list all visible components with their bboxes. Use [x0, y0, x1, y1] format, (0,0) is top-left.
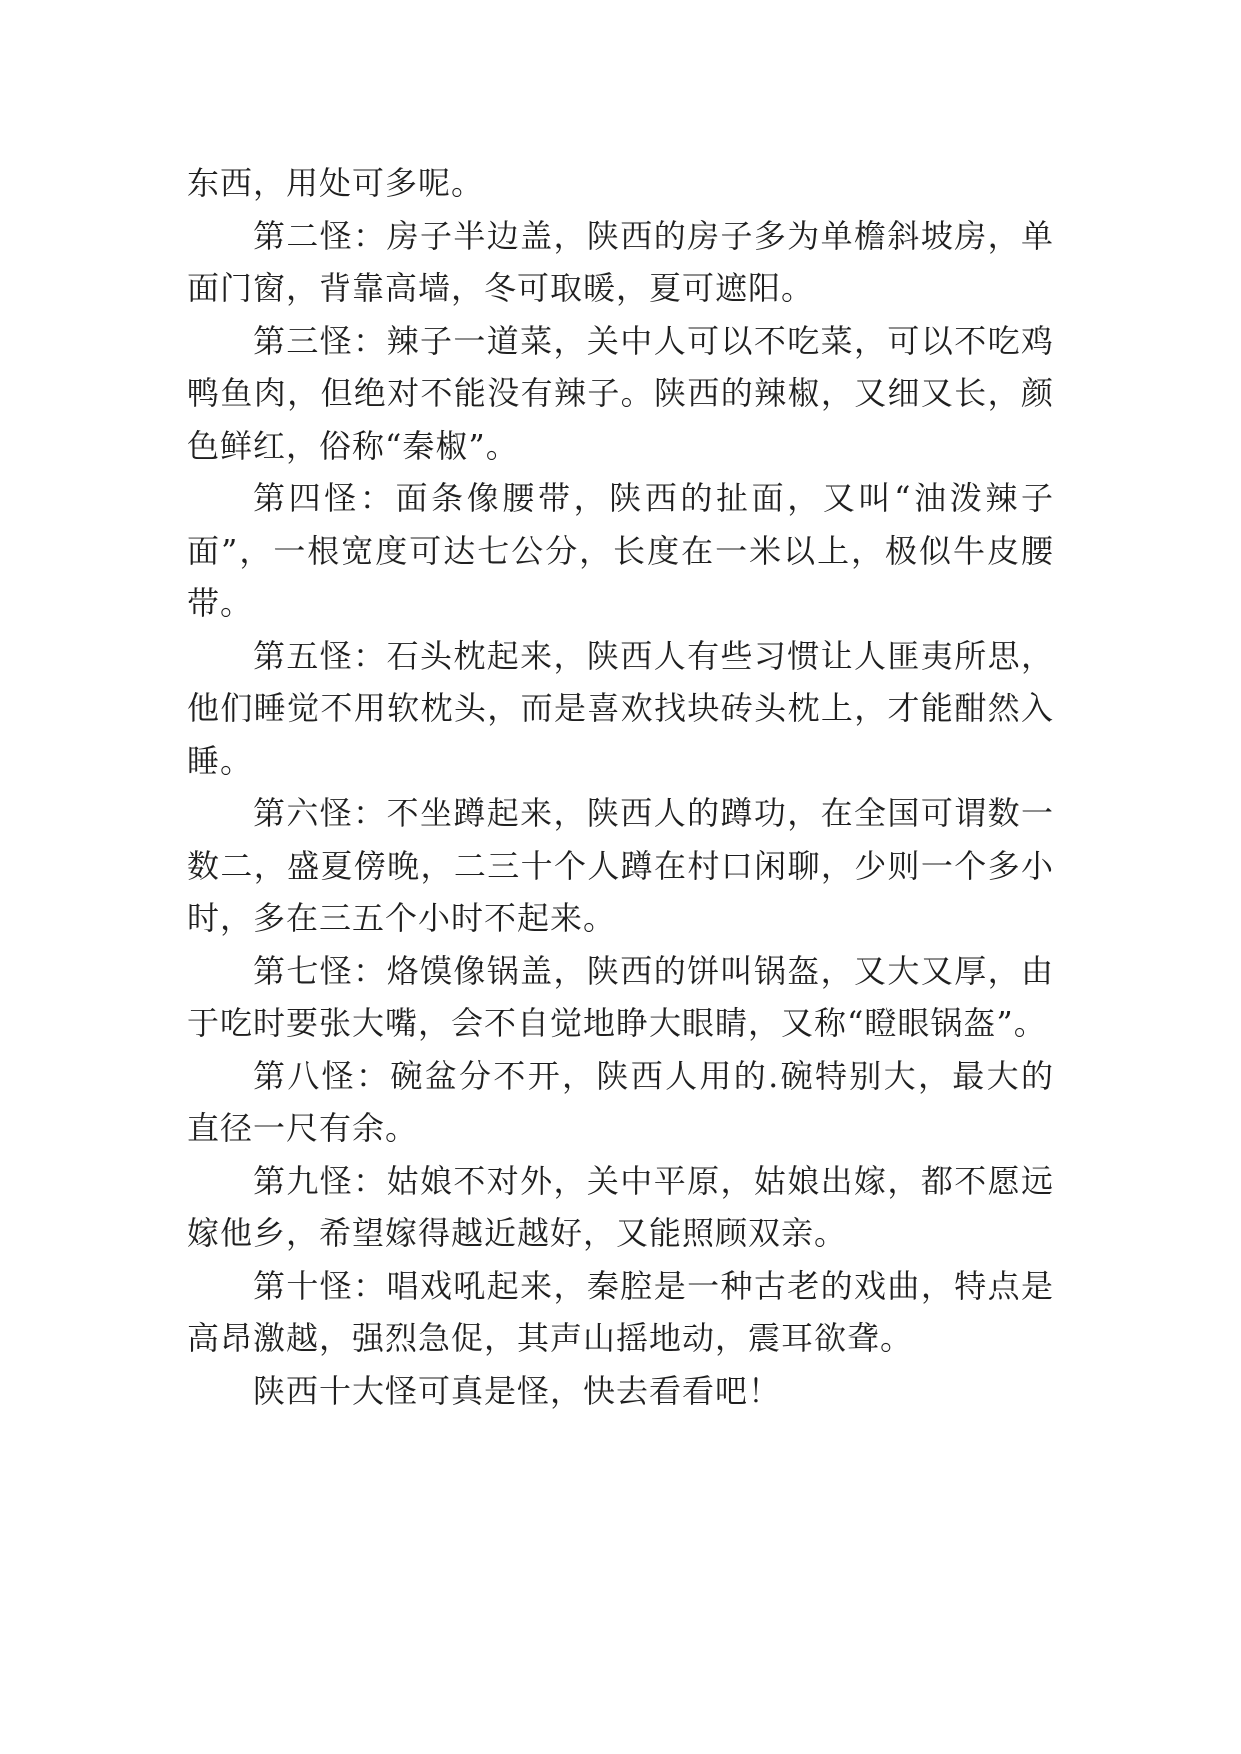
text-line: 第四怪：面条像腰带，陕西的扯面，又叫“油泼辣子: [253, 479, 1054, 517]
paragraph-second-oddity: [187, 210, 1054, 315]
text-line: 面门窗，背靠高墙，冬可取暖，夏可遮阳。: [187, 269, 815, 307]
paragraph-closing: [187, 1365, 1054, 1418]
paragraph-fifth-oddity: [187, 630, 1054, 788]
text-line: 第二怪：房子半边盖，陕西的房子多为单檐斜坡房，单: [253, 216, 1054, 255]
text-line: 他们睡觉不用软枕头，而是喜欢找块砖头枕上，才能酣然入: [187, 689, 1054, 727]
paragraph-continuation: [187, 157, 1054, 210]
document-body: [187, 157, 1054, 1417]
text-line: 第八怪：碗盆分不开，陕西人用的.碗特别大，最大的: [253, 1056, 1054, 1095]
text-line: 嫁他乡，希望嫁得越近越好，又能照顾双亲。: [187, 1214, 848, 1252]
text-line: 第十怪：唱戏吼起来，秦腔是一种古老的戏曲，特点是: [253, 1266, 1054, 1305]
text-line: 第五怪：石头枕起来，陕西人有些习惯让人匪夷所思，: [253, 636, 1054, 675]
text-line: 东西，用处可多呢。: [187, 164, 485, 202]
text-line: 色鲜红，俗称“秦椒”。: [187, 426, 519, 465]
text-line: 直径一尺有余。: [187, 1109, 419, 1147]
text-line: 第六怪：不坐蹲起来，陕西人的蹲功，在全国可谓数一: [253, 794, 1054, 832]
text-line: 第三怪：辣子一道菜，关中人可以不吃菜，可以不吃鸡: [253, 321, 1054, 360]
text-line: 第九怪：姑娘不对外，关中平原，姑娘出嫁，都不愿远: [253, 1161, 1054, 1200]
paragraph-sixth-oddity: [187, 787, 1054, 945]
text-line: 高昂激越，强烈急促，其声山摇地动，震耳欲聋。: [187, 1319, 914, 1357]
text-line: 鸭鱼肉，但绝对不能没有辣子。陕西的辣椒，又细又长，颜: [187, 374, 1054, 412]
paragraph-tenth-oddity: [187, 1260, 1054, 1365]
text-line: 陕西十大怪可真是怪，快去看看吧！: [253, 1371, 782, 1410]
text-line: 于吃时要张大嘴，会不自觉地睁大眼睛，又称“瞪眼锅盔”。: [187, 1004, 1047, 1042]
text-line: 睡。: [187, 741, 254, 780]
paragraph-eighth-oddity: [187, 1050, 1054, 1155]
text-line: 第七怪：烙馍像锅盖，陕西的饼叫锅盔，又大又厚，由: [253, 951, 1054, 990]
paragraph-fourth-oddity: [187, 472, 1054, 630]
text-line: 面”，一根宽度可达七公分，长度在一米以上，极似牛皮腰: [187, 531, 1054, 570]
text-line: 数二，盛夏傍晚，二三十个人蹲在村口闲聊，少则一个多小: [187, 846, 1054, 885]
paragraph-ninth-oddity: [187, 1155, 1054, 1260]
paragraph-third-oddity: [187, 315, 1054, 473]
text-line: 时，多在三五个小时不起来。: [187, 899, 617, 937]
paragraph-seventh-oddity: [187, 945, 1054, 1050]
text-line: 带。: [187, 584, 254, 622]
